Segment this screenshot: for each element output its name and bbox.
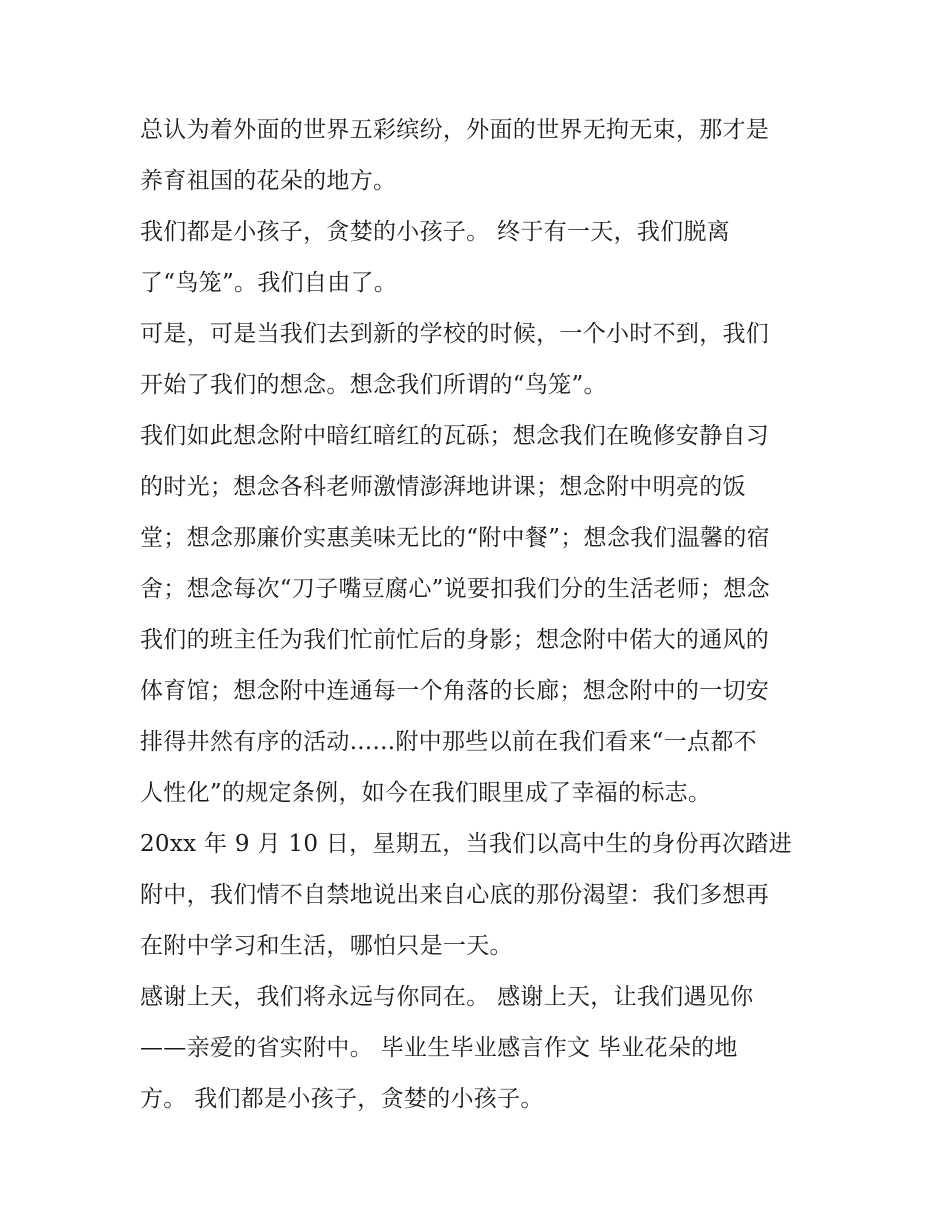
text-line: 20xx 年 9 月 10 日，星期五，当我们以高中生的身份再次踏进	[140, 831, 792, 857]
text-line: 体育馆；想念附中连通每一个角落的长廊；想念附中的一切安	[140, 678, 770, 704]
text-line: 了“鸟笼”。我们自由了。	[140, 270, 398, 296]
text-line: 开始了我们的想念。想念我们所谓的“鸟笼”。	[140, 372, 607, 398]
text-line: 我们如此想念附中暗红暗红的瓦砾；想念我们在晚修安静自习	[140, 423, 770, 449]
text-line: 可是，可是当我们去到新的学校的时候，一个小时不到，我们	[140, 321, 770, 347]
text-line: 我们的班主任为我们忙前忙后的身影；想念附中偌大的通风的	[140, 627, 770, 653]
text-line: 感谢上天，我们将永远与你同在。 感谢上天，让我们遇见你	[140, 984, 754, 1010]
text-line: 在附中学习和生活，哪怕只是一天。	[140, 933, 513, 959]
text-line: 的时光；想念各科老师激情澎湃地讲课；想念附中明亮的饭	[140, 474, 746, 500]
text-line: 人性化”的规定条例，如今在我们眼里成了幸福的标志。	[140, 780, 712, 806]
document-body	[140, 105, 820, 1125]
text-line: 堂；想念那廉价实惠美味无比的“附中餐”；想念我们温馨的宿	[140, 525, 770, 551]
text-line: 养育祖国的花朵的地方。	[140, 168, 397, 194]
text-line: 排得井然有序的活动......附中那些以前在我们看来“一点都不	[140, 729, 757, 755]
text-line: 我们都是小孩子，贪婪的小孩子。 终于有一天，我们脱离	[140, 219, 731, 245]
text-line: 总认为着外面的世界五彩缤纷，外面的世界无拘无束，那才是	[140, 117, 770, 143]
text-line: 附中，我们情不自禁地说出来自心底的那份渴望：我们多想再	[140, 882, 770, 908]
text-line: 舍；想念每次“刀子嘴豆腐心”说要扣我们分的生活老师；想念	[140, 576, 770, 602]
text-line: 方。 我们都是小孩子，贪婪的小孩子。	[140, 1086, 544, 1112]
text-line: ——亲爱的省实附中。 毕业生毕业感言作文 毕业花朵的地	[140, 1035, 738, 1061]
